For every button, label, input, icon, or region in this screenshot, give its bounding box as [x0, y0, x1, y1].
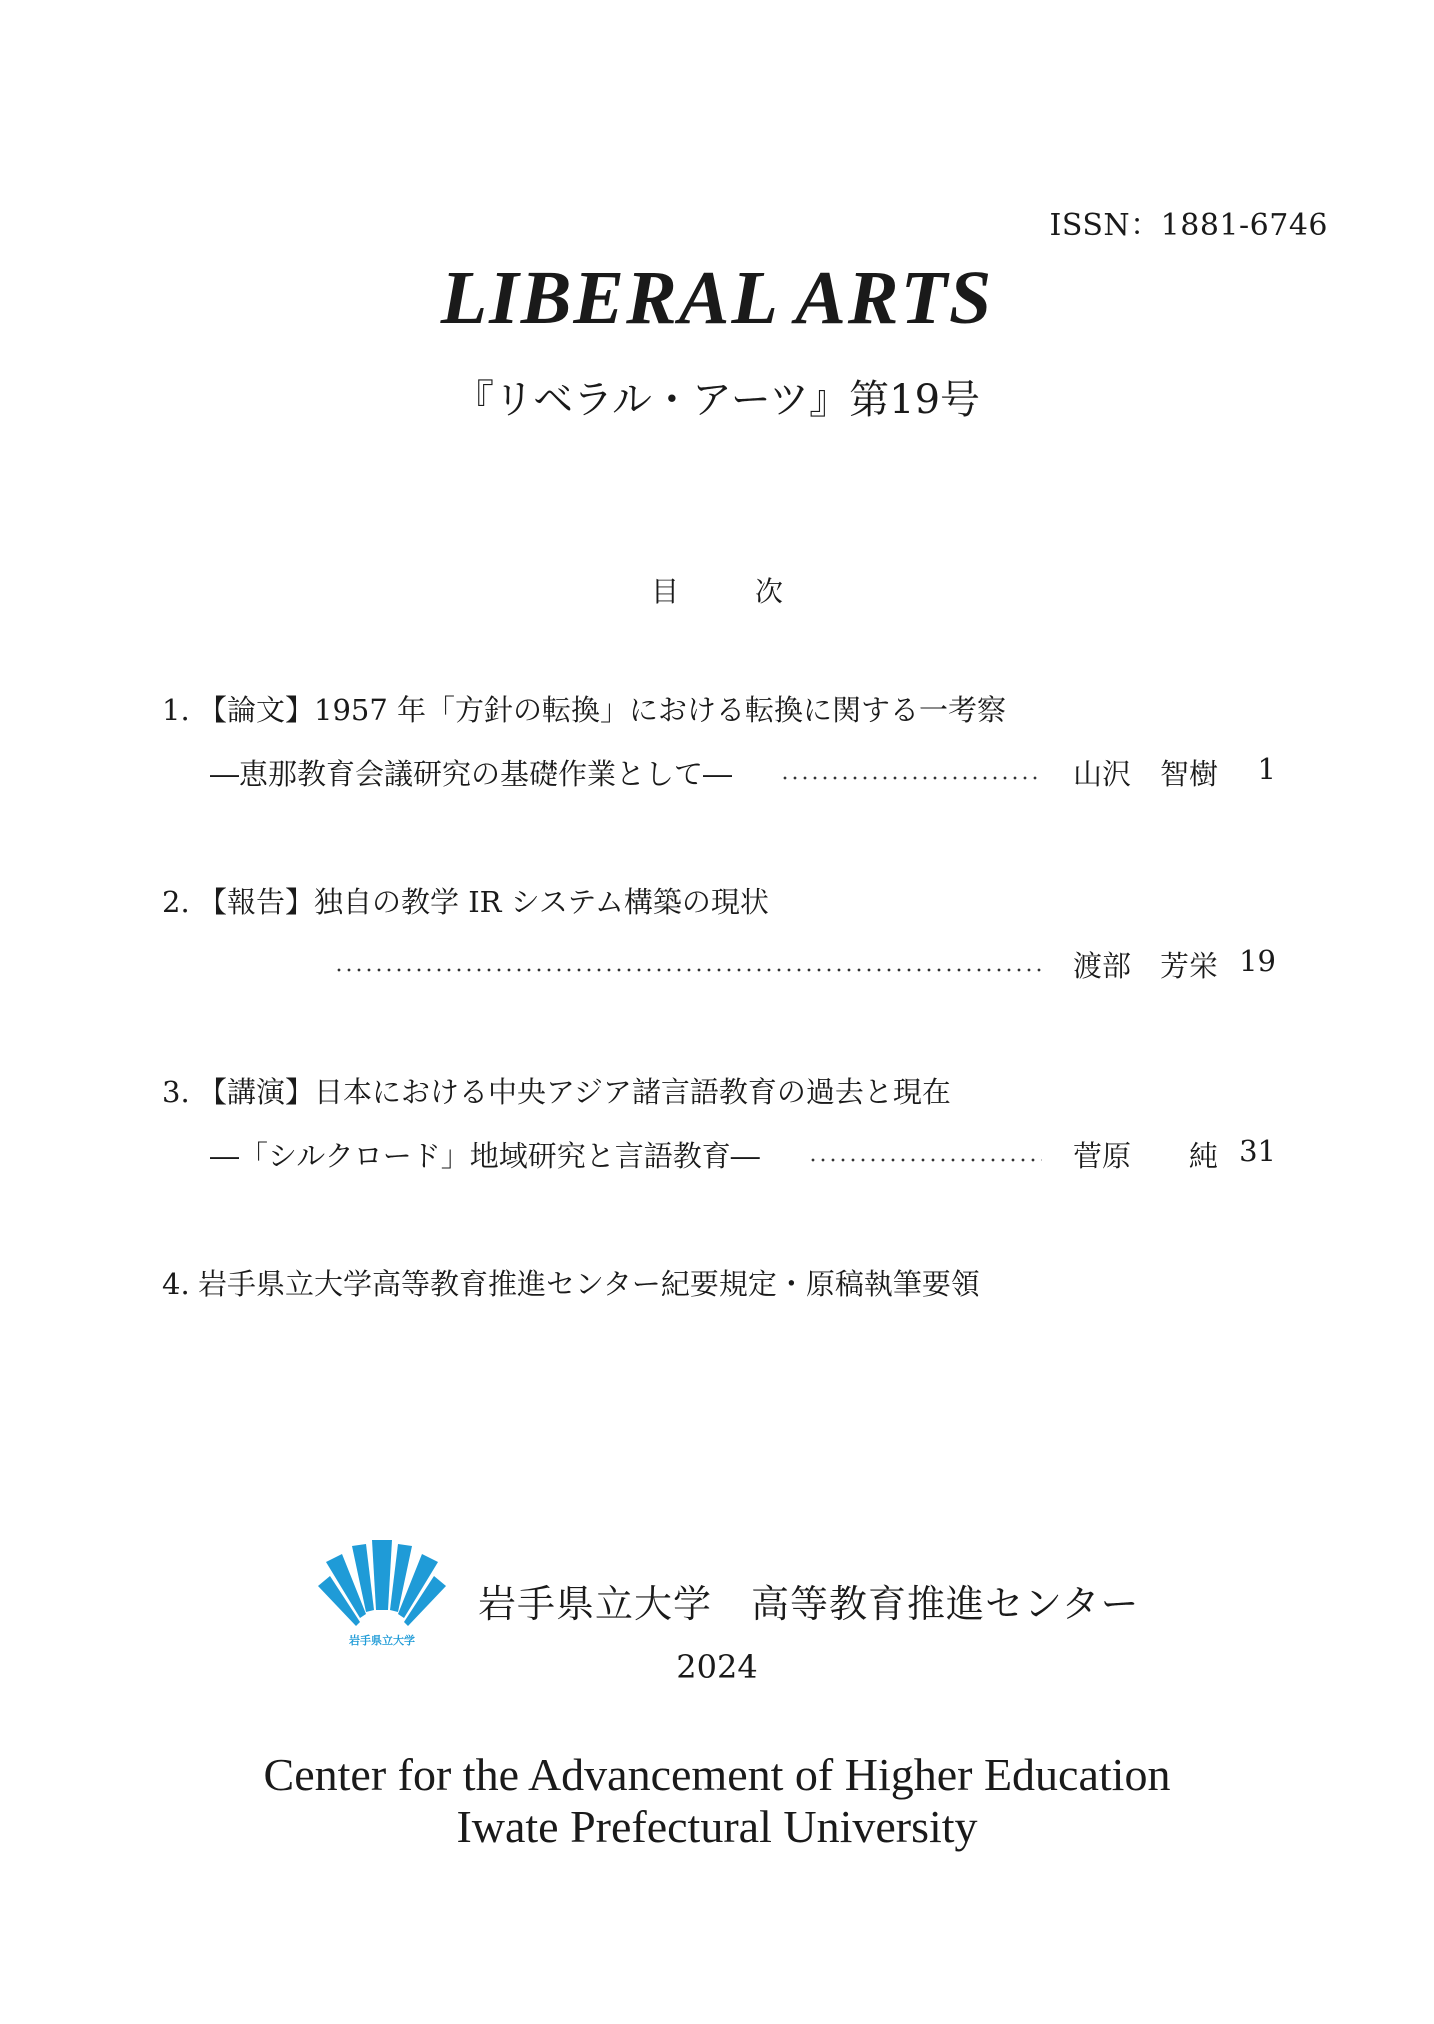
toc-item-1-leader — [780, 776, 1042, 780]
publication-year: 2024 — [676, 1648, 758, 1686]
journal-title: LIBERAL ARTS — [440, 256, 994, 340]
issn: ISSN：1881-6746 — [1049, 208, 1328, 243]
toc-item-2-author: 渡部 芳栄 — [1073, 949, 1219, 983]
university-logo — [318, 1540, 446, 1650]
toc-item-3-line1 — [162, 1070, 951, 1111]
logo-caption: 岩手県立大学 — [349, 1634, 415, 1647]
toc-item-3-number: 3. — [162, 1075, 190, 1109]
toc-item-1-line1 — [162, 688, 1006, 729]
toc-item-4-title: 岩手県立大学高等教育推進センター紀要規定・原稿執筆要領 — [198, 1267, 980, 1301]
toc-item-3-page: 31 — [1239, 1134, 1276, 1168]
organization-name: 岩手県立大学 高等教育推進センター — [478, 1582, 1140, 1626]
toc-item-2-line1 — [162, 880, 769, 921]
toc-item-3-subtitle: ―「シルクロード」地域研究と言語教育― — [210, 1139, 760, 1173]
toc-item-3-leader — [808, 1158, 1042, 1162]
toc-item-1-page: 1 — [1257, 752, 1276, 786]
toc-item-4-line1 — [162, 1262, 980, 1303]
toc-item-1-subtitle: ―恵那教育会議研究の基礎作業として― — [210, 757, 733, 791]
english-university-name: Iwate Prefectural University — [456, 1801, 978, 1852]
toc-item-2-title: 【報告】独自の教学 IR システム構築の現状 — [198, 885, 769, 919]
journal-subtitle: 『リベラル・アーツ』第19号 — [453, 377, 981, 423]
university-logo-icon — [318, 1540, 446, 1650]
toc-item-2-leader — [334, 968, 1042, 972]
toc-item-2-page: 19 — [1239, 944, 1276, 978]
toc-item-3-title: 【講演】日本における中央アジア諸言語教育の過去と現在 — [198, 1075, 951, 1109]
toc-item-4-number: 4. — [162, 1267, 190, 1301]
toc-item-2-number: 2. — [162, 885, 190, 919]
toc-item-1-author: 山沢 智樹 — [1073, 757, 1219, 791]
toc-item-3-author: 菅原 純 — [1073, 1139, 1219, 1173]
toc-heading: 目 次 — [650, 575, 807, 608]
toc-item-1-number: 1. — [162, 693, 190, 727]
toc-item-1-title: 【論文】1957 年「方針の転換」における転換に関する一考察 — [198, 693, 1007, 727]
english-center-name: Center for the Advancement of Higher Education — [263, 1749, 1171, 1800]
